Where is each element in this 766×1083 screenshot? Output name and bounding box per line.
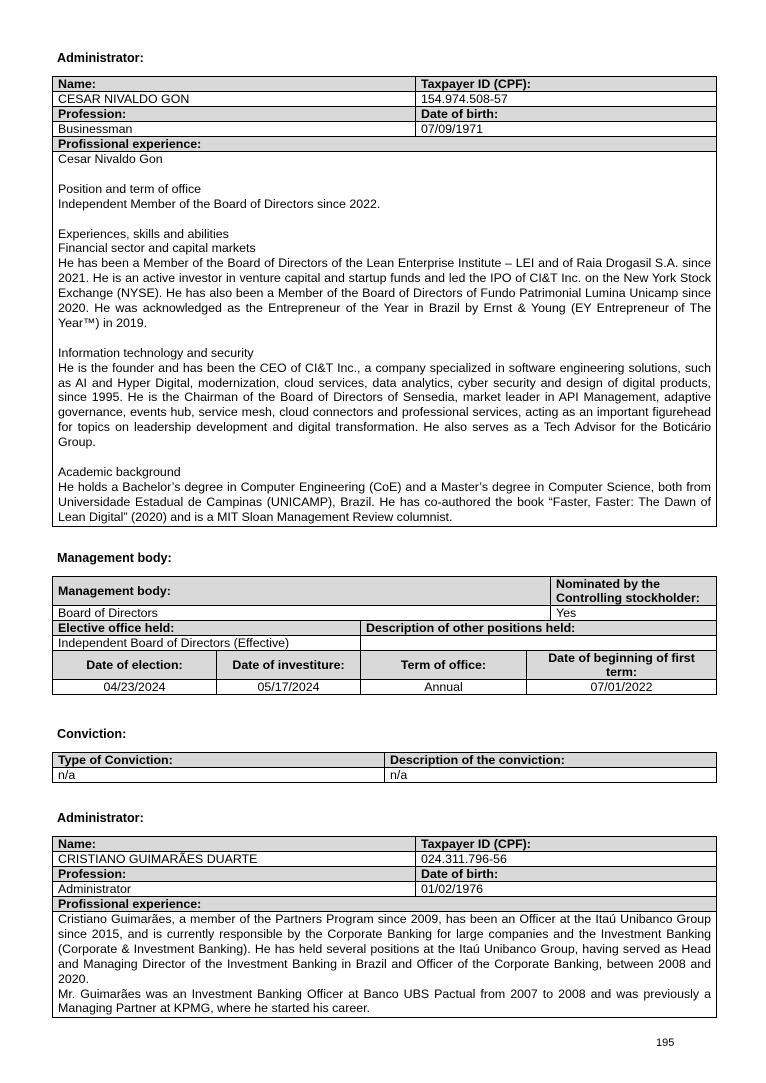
- name-label: Name:: [53, 837, 416, 852]
- conviction-description-label: Description of the conviction:: [385, 753, 717, 768]
- name-value: CRISTIANO GUIMARÃES DUARTE: [53, 852, 416, 867]
- first-term-label: Date of beginning of first term:: [527, 651, 717, 680]
- elective-office-label: Elective office held:: [53, 621, 361, 636]
- investiture-date-value: 05/17/2024: [217, 680, 361, 695]
- profession-label: Profession:: [53, 107, 416, 122]
- page-number: 195: [656, 1037, 675, 1049]
- other-positions-value: [361, 636, 717, 651]
- cpf-label: Taxpayer ID (CPF):: [416, 837, 717, 852]
- cpf-value: 154.974.508-57: [416, 92, 717, 107]
- experience-paragraph: Mr. Guimarães was an Investment Banking Officer at Banco UBS Pactual from 2007 to 2008 and was previously a Managing Partner at KPMG, where he started his career.: [58, 986, 711, 1016]
- election-date-label: Date of election:: [53, 651, 217, 680]
- profession-value: Administrator: [53, 882, 416, 897]
- nominated-label: Nominated by the Controlling stockholder:: [551, 577, 717, 606]
- experience-paragraph: He is the founder and has been the CEO of CI&T Inc., a company specialized in software engineering solutions, such as AI and Hyper Digital, modernization, cloud services, data analytics, cyber security and design of digital products, since 1995. He is the Chairman of the Board of Directors of Sensedia, market leader in API Management, adaptive governance, events hub, service mesh, cloud connectors and professional services, acting as an important figurehead for topics on leadership development and digital transformation. He also serves as a Tech Advisor for the Boticário Group.: [58, 360, 711, 450]
- experience-text: [53, 152, 717, 527]
- conviction-type-label: Type of Conviction:: [53, 753, 385, 768]
- experience-label: Profissional experience:: [53, 897, 717, 912]
- first-term-value: 07/01/2022: [527, 680, 717, 695]
- management-body-label: Management body:: [53, 577, 551, 606]
- conviction-description-value: n/a: [385, 768, 717, 783]
- experience-text: [53, 912, 717, 1018]
- profession-value: Businessman: [53, 122, 416, 137]
- term-label: Term of office:: [361, 651, 527, 680]
- management-heading: Management body:: [57, 551, 172, 565]
- dob-label: Date of birth:: [416, 107, 717, 122]
- profession-label: Profession:: [53, 867, 416, 882]
- experience-paragraph: He has been a Member of the Board of Directors of the Lean Enterprise Institute – LEI and of Raia Drogasil S.A. since 2021. He is an active investor in venture capital and startup funds and led the IPO of CI&T Inc. on the New York Stock Exchange (NYSE). He has also been a Member of the Board of Directors of Fundo Patrimonial Lumina Unicamp since 2020. He was acknowledged as the Entrepreneur of the Year in Brazil by Ernst & Young (EY Entrepreneur of The Year™) in 2019.: [58, 256, 711, 330]
- experience-paragraph: Academic background: [58, 464, 181, 479]
- administrator-table: [52, 836, 717, 1018]
- election-date-value: 04/23/2024: [53, 680, 217, 695]
- experience-paragraph: He holds a Bachelor’s degree in Computer Engineering (CoE) and a Master’s degree in Computer Science, both from Universidade Estadual de Campinas (UNICAMP), Brazil. He has co-authored the book “Faster, Faster: The Dawn of Lean Digital” (2020) and is a MIT Sloan Management Review columnist.: [58, 479, 711, 524]
- elective-office-value: Independent Board of Directors (Effective): [53, 636, 361, 651]
- experience-paragraph: Financial sector and capital markets: [58, 241, 256, 256]
- name-value: CESAR NIVALDO GON: [53, 92, 416, 107]
- administrator-heading: Administrator:: [57, 51, 144, 65]
- cpf-value: 024.311.796-56: [416, 852, 717, 867]
- experience-label: Profissional experience:: [53, 137, 717, 152]
- administrator-table: [52, 76, 717, 527]
- cpf-label: Taxpayer ID (CPF):: [416, 77, 717, 92]
- experience-paragraph: Experiences, skills and abilities: [58, 226, 229, 241]
- experience-paragraph: Cristiano Guimarães, a member of the Partners Program since 2009, has been an Officer at the Itaú Unibanco Group since 2015, and is currently responsible by the Corporate Banking for large companies and the Investment Banking (Corporate & Investment Banking). He has held several positions at the Itaú Unibanco Group, having served as Head and Managing Director of the Investment Banking in Brazil and Officer of the Corporate Banking, between 2008 and 2020.: [58, 912, 711, 986]
- management-table: [52, 576, 717, 695]
- experience-paragraph: Position and term of office: [58, 181, 202, 196]
- conviction-table: [52, 752, 717, 783]
- dob-value: 01/02/1976: [416, 882, 717, 897]
- dob-label: Date of birth:: [416, 867, 717, 882]
- administrator-heading: Administrator:: [57, 811, 144, 825]
- management-body-value: Board of Directors: [53, 606, 551, 621]
- investiture-date-label: Date of investiture:: [217, 651, 361, 680]
- name-label: Name:: [53, 77, 416, 92]
- term-value: Annual: [361, 680, 527, 695]
- nominated-value: Yes: [551, 606, 717, 621]
- other-positions-label: Description of other positions held:: [361, 621, 717, 636]
- experience-paragraph: Independent Member of the Board of Directors since 2022.: [58, 196, 381, 211]
- experience-paragraph: Cesar Nivaldo Gon: [58, 152, 163, 166]
- dob-value: 07/09/1971: [416, 122, 717, 137]
- experience-paragraph: Information technology and security: [58, 345, 254, 360]
- conviction-type-value: n/a: [53, 768, 385, 783]
- conviction-heading: Conviction:: [57, 727, 127, 741]
